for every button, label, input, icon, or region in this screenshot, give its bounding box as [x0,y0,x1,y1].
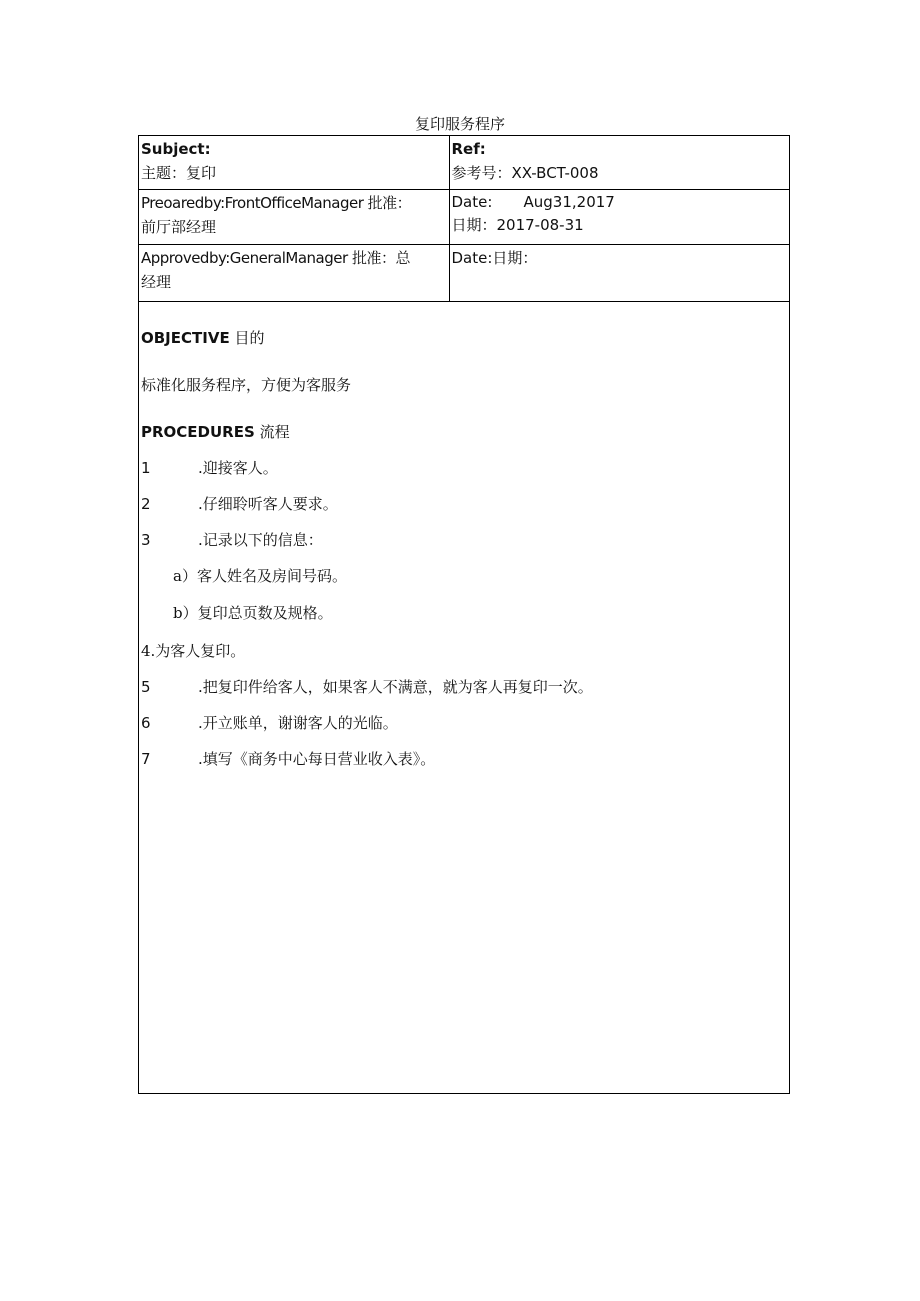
step-number: 1 [141,459,151,477]
step-number: 7 [141,750,151,768]
step-number: 2 [141,495,151,513]
date-cn: 日期：2017-08-31 [451,215,584,234]
objective-heading-en: OBJECTIVE [141,329,230,347]
step-3-substep-a: a）客人姓名及房间号码。 [173,567,347,585]
date-value: Aug31,2017 [523,192,615,211]
prepared-by-line2: 前厅部经理 [141,217,217,236]
objective-heading-cn: 目的 [234,329,265,347]
step-2 [141,494,338,514]
document-title: 复印服务程序 [414,115,505,133]
step-number: 5 [141,678,151,696]
step-4: 4.为客人复印。 [141,642,246,660]
approval-date-cell [449,244,789,301]
step-5 [141,677,593,697]
step-text: .把复印件给客人，如果客人不满意，就为客人再复印一次。 [198,678,593,696]
subject-label: Subject: [141,140,211,158]
procedures-heading-cn: 流程 [259,423,290,441]
step-text: .记录以下的信息： [198,531,323,549]
date-label: Date: [451,192,493,211]
procedures-heading-en: PROCEDURES [141,423,255,441]
subject-value: 主题：复印 [141,164,217,182]
objective-heading [141,328,265,348]
step-text: .填写《商务中心每日营业收入表》。 [198,750,436,768]
date-cell [449,189,789,244]
approved-by-line2: 经理 [141,272,172,291]
step-7 [141,749,435,769]
step-1 [141,458,278,478]
header-table [139,136,789,302]
prepared-by-cell [139,189,449,244]
approval-date: Date:日期： [451,248,538,267]
step-number: 6 [141,714,151,732]
step-3-substep-b: b）复印总页数及规格。 [173,604,333,622]
procedures-heading [141,422,290,442]
step-text: .开立账单，谢谢客人的光临。 [198,714,398,732]
objective-text: 标准化服务程序，方便为客服务 [141,376,352,394]
step-text: .迎接客人。 [198,459,278,477]
approved-by-line1: Approvedby:GeneralManager 批准：总 [141,248,410,267]
ref-label: Ref: [451,140,486,158]
ref-value: 参考号：XX-BCT-008 [451,164,599,182]
step-3 [141,530,323,550]
procedure-form [138,135,790,1094]
step-number: 3 [141,531,151,549]
prepared-by-line1: Preoaredby:FrontOfficeManager 批准： [141,193,412,212]
approved-by-cell [139,244,449,301]
ref-cell [449,136,789,189]
step-6 [141,713,398,733]
subject-cell [139,136,449,189]
step-text: .仔细聆听客人要求。 [198,495,338,513]
